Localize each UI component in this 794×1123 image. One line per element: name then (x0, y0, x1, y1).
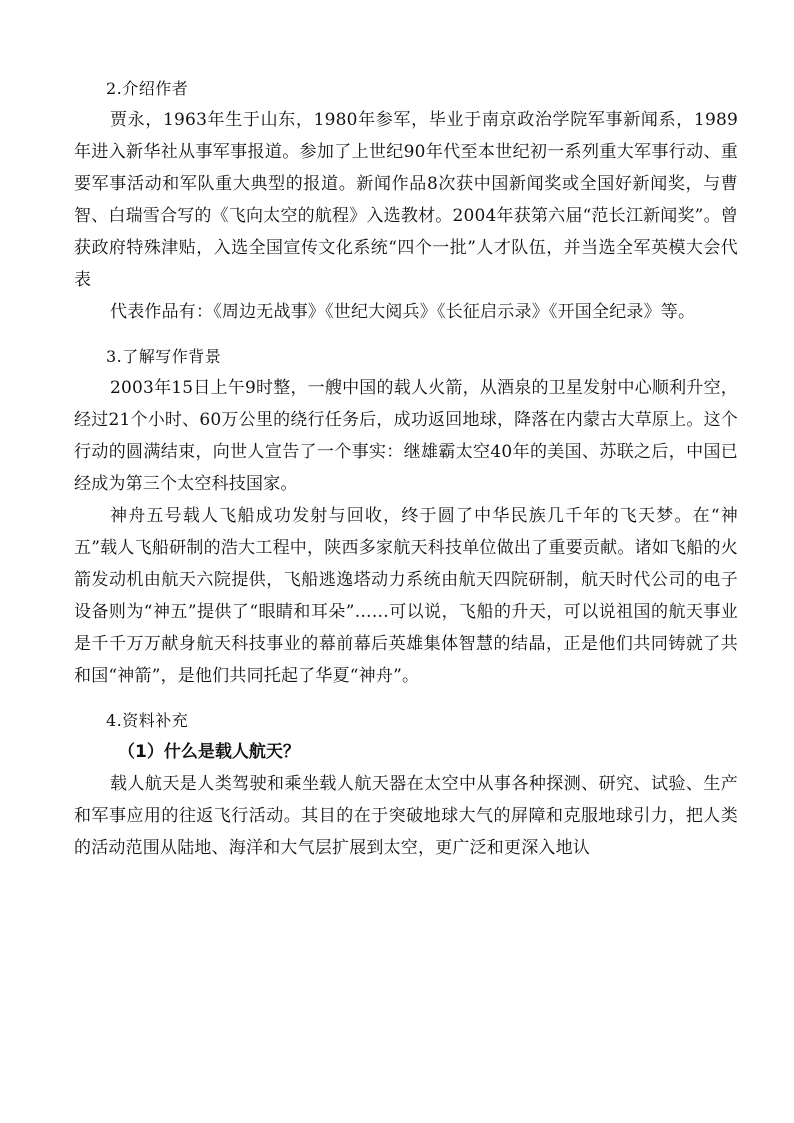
author-works-paragraph: 代表作品有：《周边无战事》《世纪大阅兵》《长征启示录》《开国全纪录》等。 (110, 302, 696, 322)
author-bio-paragraph: 贾永，1963年生于山东，1980年参军，毕业于南京政治学院军事新闻系，1989年进入新华社从事军事报道。参加了上世纪90年代至本世纪初一系列重大军事行动、重要军事活动和军队重大典型的报道。新闻作品8次获中国新闻奖或全国好新闻奖，与曹智、白瑞雪合写的《飞向太空的航程》入选教材。2004年获第六届“范长江新闻奖”。曾获政府特殊津贴，入选全国宣传文化系统“四个一批”人才队伍，并当选全军英模大会代表 (74, 110, 738, 290)
supplement-subheading: （1）什么是载人航天？ (118, 742, 300, 762)
document-content (74, 74, 738, 864)
section-heading-author: 2.介绍作者 (106, 79, 189, 98)
section-heading-supplement: 4.资料补充 (106, 711, 189, 730)
background-paragraph-1: 2003年15日上午9时整，一艘中国的载人火箭，从酒泉的卫星发射中心顺利升空，经过21个小时、60万公里的绕行任务后，成功返回地球，降落在内蒙古大草原上。这个行动的圆满结束，向世人宣告了一个事实：继雄霸太空40年的美国、苏联之后，中国已经成为第三个太空科技国家。 (74, 378, 738, 494)
section-heading-background: 3.了解写作背景 (106, 347, 222, 366)
supplement-paragraph-1: 载人航天是人类驾驶和乘坐载人航天器在太空中从事各种探测、研究、试验、生产和军事应用的往返飞行活动。其目的在于突破地球大气的屏障和克服地球引力，把人类的活动范围从陆地、海洋和大气层扩展到太空，更广泛和更深入地认 (74, 774, 738, 858)
background-paragraph-2: 神舟五号载人飞船成功发射与回收，终于圆了中华民族几千年的飞天梦。在“神五”载人飞船研制的浩大工程中，陕西多家航天科技单位做出了重要贡献。诸如飞船的火箭发动机由航天六院提供，飞船逃逸塔动力系统由航天四院研制，航天时代公司的电子设备则为“神五”提供了“眼睛和耳朵”……可以说，飞船的升天，可以说祖国的航天事业是千千万万献身航天科技事业的幕前幕后英雄集体智慧的结晶，正是他们共同铸就了共和国“神箭”，是他们共同托起了华夏“神舟”。 (74, 506, 738, 686)
